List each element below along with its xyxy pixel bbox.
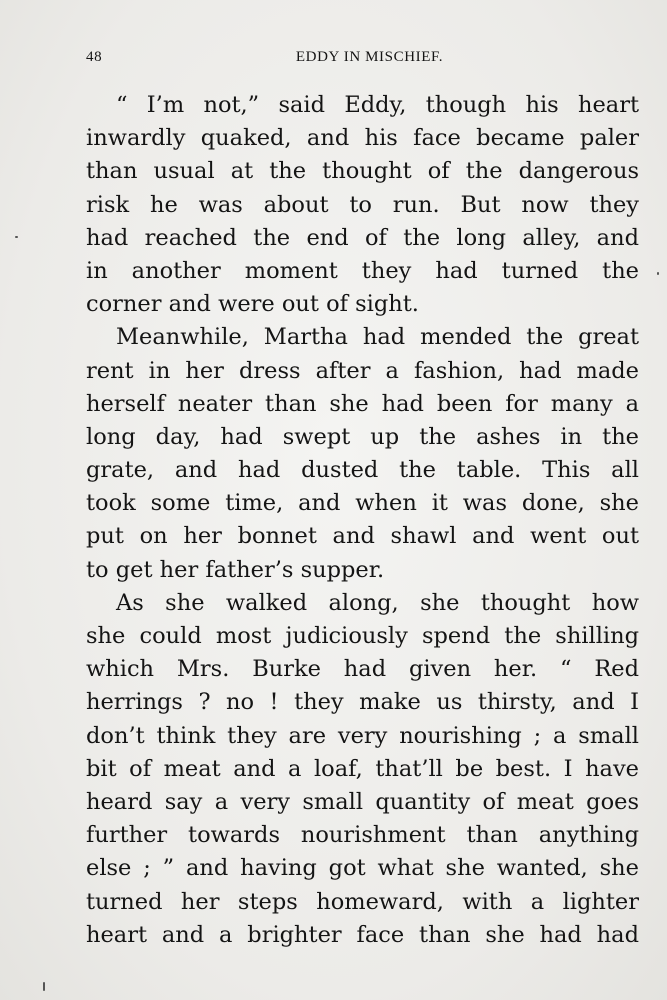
text-line: “ I’m not,” said Eddy, though his heart: [116, 92, 639, 118]
text-line: else ; ” and having got what she wanted, she: [86, 855, 639, 882]
text-line: risk he was about to run. But now they: [86, 191, 639, 218]
text-line: further towards nourishment than anything: [86, 822, 639, 849]
text-line: corner and were out of sight.: [86, 291, 419, 318]
running-head: [86, 49, 639, 71]
text-line: in another moment they had turned the: [86, 257, 639, 284]
text-line: rent in her dress after a fashion, had made: [86, 357, 639, 384]
text-line: took some time, and when it was done, she: [86, 490, 639, 517]
text-line: which Mrs. Burke had given her. “ Red: [86, 656, 639, 683]
text-line: turned her steps homeward, with a lighter: [86, 888, 639, 915]
text-line: heart and a brighter face than she had had: [86, 921, 639, 948]
text-line: she could most judiciously spend the shilling: [86, 623, 639, 649]
scan-speck: [43, 982, 45, 991]
body-text: [86, 89, 639, 952]
text-line: than usual at the thought of the dangerous: [86, 158, 639, 185]
text-line: don’t think they are very nourishing ; a small: [86, 722, 639, 749]
text-line: herrings ? no ! they make us thirsty, and I: [86, 689, 639, 716]
running-title: EDDY IN MISCHIEF.: [295, 49, 444, 65]
text-line: grate, and had dusted the table. This all: [86, 457, 639, 484]
text-line: bit of meat and a loaf, that’ll be best. I have: [86, 755, 639, 782]
page-number: 48: [86, 49, 103, 65]
text-line: Meanwhile, Martha had mended the great: [116, 324, 639, 351]
text-line: long day, had swept up the ashes in the: [86, 423, 639, 450]
text-line: As she walked along, she thought how: [116, 589, 639, 616]
text-line: inwardly quaked, and his face became paler: [86, 125, 639, 152]
text-line: put on her bonnet and shawl and went out: [86, 523, 639, 550]
text-line: heard say a very small quantity of meat goes: [86, 788, 639, 815]
scan-speck: [657, 272, 659, 275]
text-line: herself neater than she had been for many a: [86, 390, 639, 417]
text-line: to get her father’s supper.: [86, 556, 385, 583]
scan-speck: [15, 236, 18, 238]
text-line: had reached the end of the long alley, and: [86, 224, 639, 251]
